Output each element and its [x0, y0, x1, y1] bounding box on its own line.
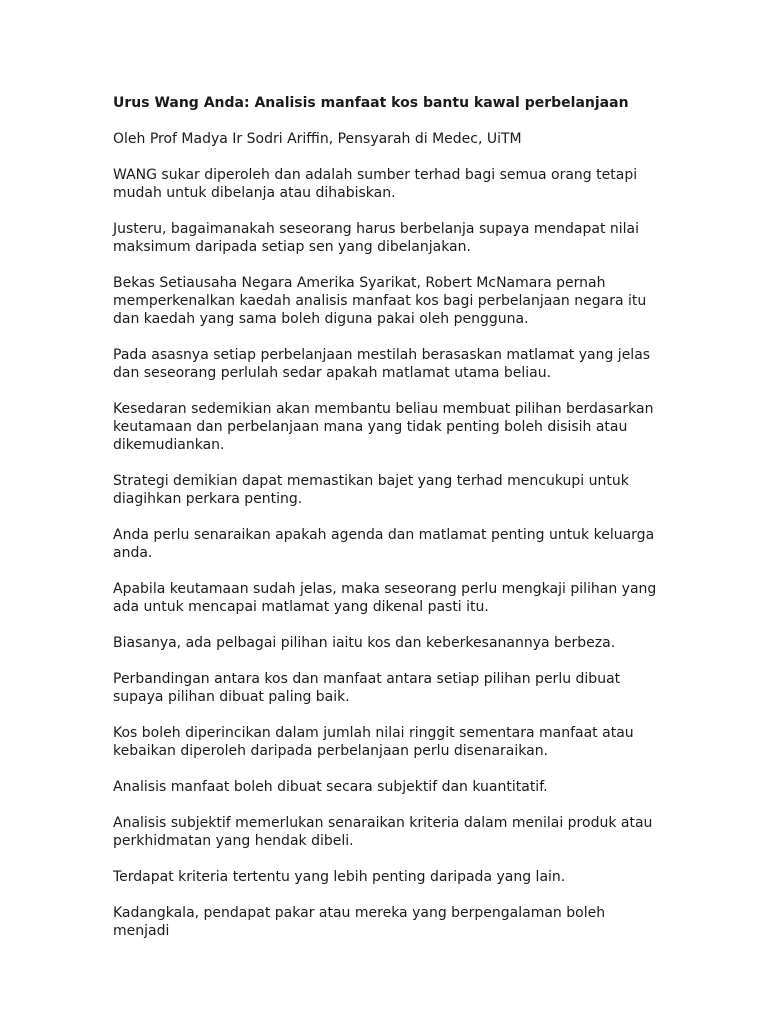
- paragraph: Perbandingan antara kos dan manfaat antara setiap pilihan perlu dibuat supaya pilihan dibuat paling baik.: [113, 671, 621, 705]
- paragraph: Terdapat kriteria tertentu yang lebih penting daripada yang lain.: [113, 869, 566, 885]
- paragraph: Biasanya, ada pelbagai pilihan iaitu kos dan keberkesanannya berbeza.: [113, 635, 616, 651]
- document-page: [113, 94, 658, 958]
- paragraph: Kos boleh diperincikan dalam jumlah nilai ringgit sementara manfaat atau kebaikan diperoleh daripada perbelanjaan perlu disenaraikan.: [113, 725, 634, 759]
- paragraph: Justeru, bagaimanakah seseorang harus berbelanja supaya mendapat nilai maksimum daripada setiap sen yang dibelanjakan.: [113, 221, 640, 255]
- article-title: Urus Wang Anda: Analisis manfaat kos bantu kawal perbelanjaan: [113, 95, 629, 111]
- article-byline: Oleh Prof Madya Ir Sodri Ariffin, Pensyarah di Medec, UiTM: [113, 131, 522, 147]
- paragraph: Kesedaran sedemikian akan membantu beliau membuat pilihan berdasarkan keutamaan dan perbelanjaan mana yang tidak penting boleh disisih atau dikemudiankan.: [113, 401, 654, 453]
- paragraph: Strategi demikian dapat memastikan bajet yang terhad mencukupi untuk diagihkan perkara penting.: [113, 473, 629, 507]
- paragraph: Apabila keutamaan sudah jelas, maka seseorang perlu mengkaji pilihan yang ada untuk mencapai matlamat yang dikenal pasti itu.: [113, 581, 657, 615]
- paragraph: Kadangkala, pendapat pakar atau mereka yang berpengalaman boleh menjadi: [113, 905, 606, 939]
- paragraph: Pada asasnya setiap perbelanjaan mestilah berasaskan matlamat yang jelas dan seseorang perlulah sedar apakah matlamat utama beliau.: [113, 347, 651, 381]
- paragraph: WANG sukar diperoleh dan adalah sumber terhad bagi semua orang tetapi mudah untuk dibelanja atau dihabiskan.: [113, 167, 638, 201]
- paragraph: Analisis subjektif memerlukan senaraikan kriteria dalam menilai produk atau perkhidmatan yang hendak dibeli.: [113, 815, 653, 849]
- paragraph: Anda perlu senaraikan apakah agenda dan matlamat penting untuk keluarga anda.: [113, 527, 655, 561]
- paragraph: Bekas Setiausaha Negara Amerika Syarikat, Robert McNamara pernah memperkenalkan kaedah analisis manfaat kos bagi perbelanjaan negara itu dan kaedah yang sama boleh diguna pakai oleh pengguna.: [113, 275, 647, 327]
- paragraph: Analisis manfaat boleh dibuat secara subjektif dan kuantitatif.: [113, 779, 548, 795]
